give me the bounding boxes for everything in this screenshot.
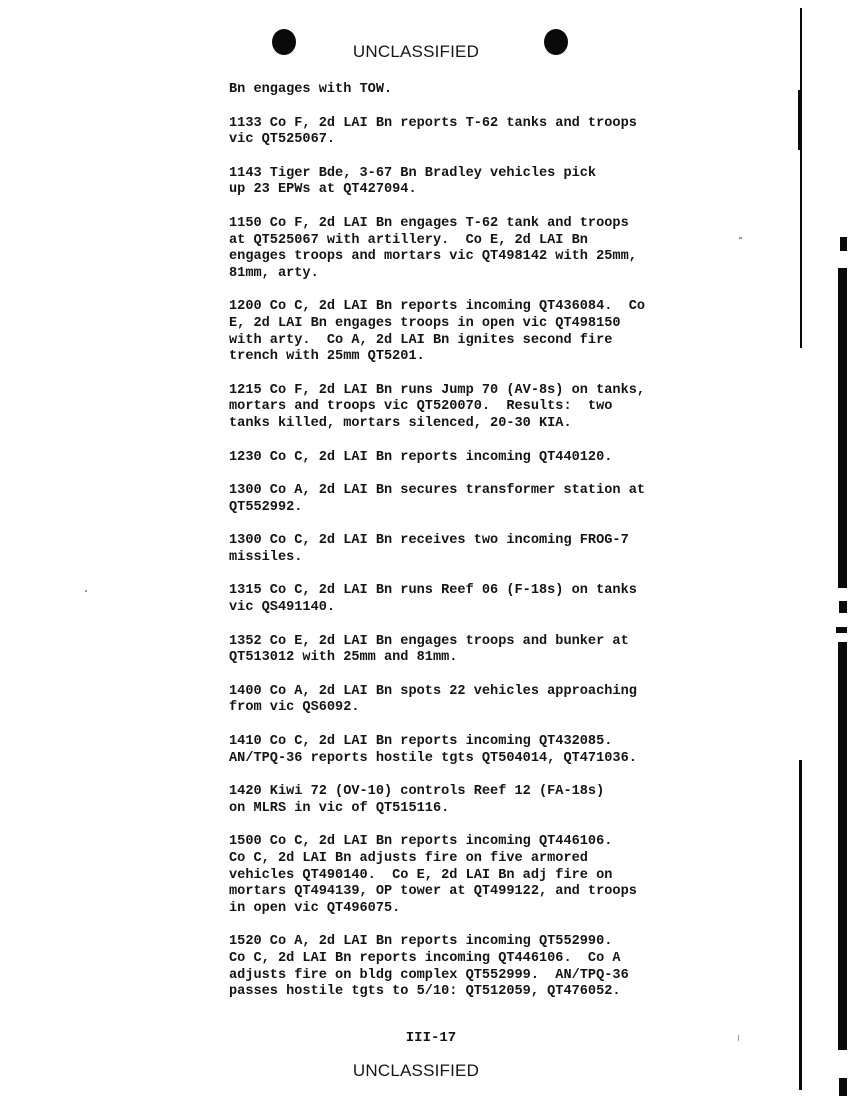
page-edge-line	[799, 760, 802, 1090]
log-entry: 1500 Co C, 2d LAI Bn reports incoming QT446106. Co C, 2d LAI Bn adjusts fire on five armored vehicles QT490140. Co E, 2d LAI Bn adj fire on mortars QT494139, OP tower at QT499122, and troops in open vic QT496075.	[229, 834, 637, 916]
change-bar	[839, 1078, 847, 1096]
page-edge-line	[798, 90, 802, 150]
classification-header: UNCLASSIFIED	[352, 42, 480, 61]
log-entry: 1352 Co E, 2d LAI Bn engages troops and bunker at QT513012 with 25mm and 81mm.	[229, 633, 629, 666]
log-entry: 1410 Co C, 2d LAI Bn reports incoming QT432085. AN/TPQ-36 reports hostile tgts QT504014, QT471036.	[229, 734, 637, 766]
change-bar	[838, 268, 847, 588]
page-edge-line	[800, 8, 802, 348]
punch-hole-right	[544, 29, 568, 55]
log-entry: 1230 Co C, 2d LAI Bn reports incoming QT440120.	[229, 449, 613, 465]
log-entry: 1300 Co C, 2d LAI Bn receives two incoming FROG-7 missiles.	[229, 533, 629, 565]
log-entry: 1150 Co F, 2d LAI Bn engages T-62 tank and troops at QT525067 with artillery. Co E, 2d LAI Bn engages troops and mortars vic QT498142 with 25mm, 81mm, arty.	[229, 215, 637, 281]
chronology-log	[229, 82, 759, 1018]
change-bar	[838, 642, 847, 1050]
log-entry: 1133 Co F, 2d LAI Bn reports T-62 tanks and troops vic QT525067.	[229, 115, 637, 148]
log-entry: Bn engages with TOW.	[229, 82, 393, 97]
log-entry: 1520 Co A, 2d LAI Bn reports incoming QT552990. Co C, 2d LAI Bn reports incoming QT446106. Co A adjusts fire on bldg complex QT552999. AN/TPQ-36 passes hostile tgts to 5/10: QT512059, QT476052.	[229, 934, 629, 1000]
log-entry: 1400 Co A, 2d LAI Bn spots 22 vehicles approaching from vic QS6092.	[229, 683, 637, 716]
scan-speck	[738, 1035, 739, 1041]
log-entry: 1143 Tiger Bde, 3-67 Bn Bradley vehicles pick up 23 EPWs at QT427094.	[229, 165, 597, 198]
log-entry: 1420 Kiwi 72 (OV-10) controls Reef 12 (FA-18s) on MLRS in vic of QT515116.	[229, 784, 605, 816]
log-entry: 1300 Co A, 2d LAI Bn secures transformer station at QT552992.	[229, 483, 646, 515]
page-number: III-17	[405, 1030, 457, 1046]
log-entry: 1315 Co C, 2d LAI Bn runs Reef 06 (F-18s) on tanks vic QS491140.	[229, 583, 637, 616]
change-bar	[836, 627, 847, 633]
log-entry: 1200 Co C, 2d LAI Bn reports incoming QT436084. Co E, 2d LAI Bn engages troops in open vic QT498150 with arty. Co A, 2d LAI Bn ignites second fire trench with 25mm QT5201.	[229, 299, 646, 365]
scan-speck	[85, 590, 87, 592]
classification-footer: UNCLASSIFIED	[352, 1061, 480, 1080]
change-bar	[839, 601, 847, 613]
log-entry: 1215 Co F, 2d LAI Bn runs Jump 70 (AV-8s) on tanks, mortars and troops vic QT520070. Results: two tanks killed, mortars silenced, 20-30 KIA.	[229, 382, 646, 431]
scan-speck	[739, 237, 742, 239]
change-bar	[840, 237, 847, 251]
